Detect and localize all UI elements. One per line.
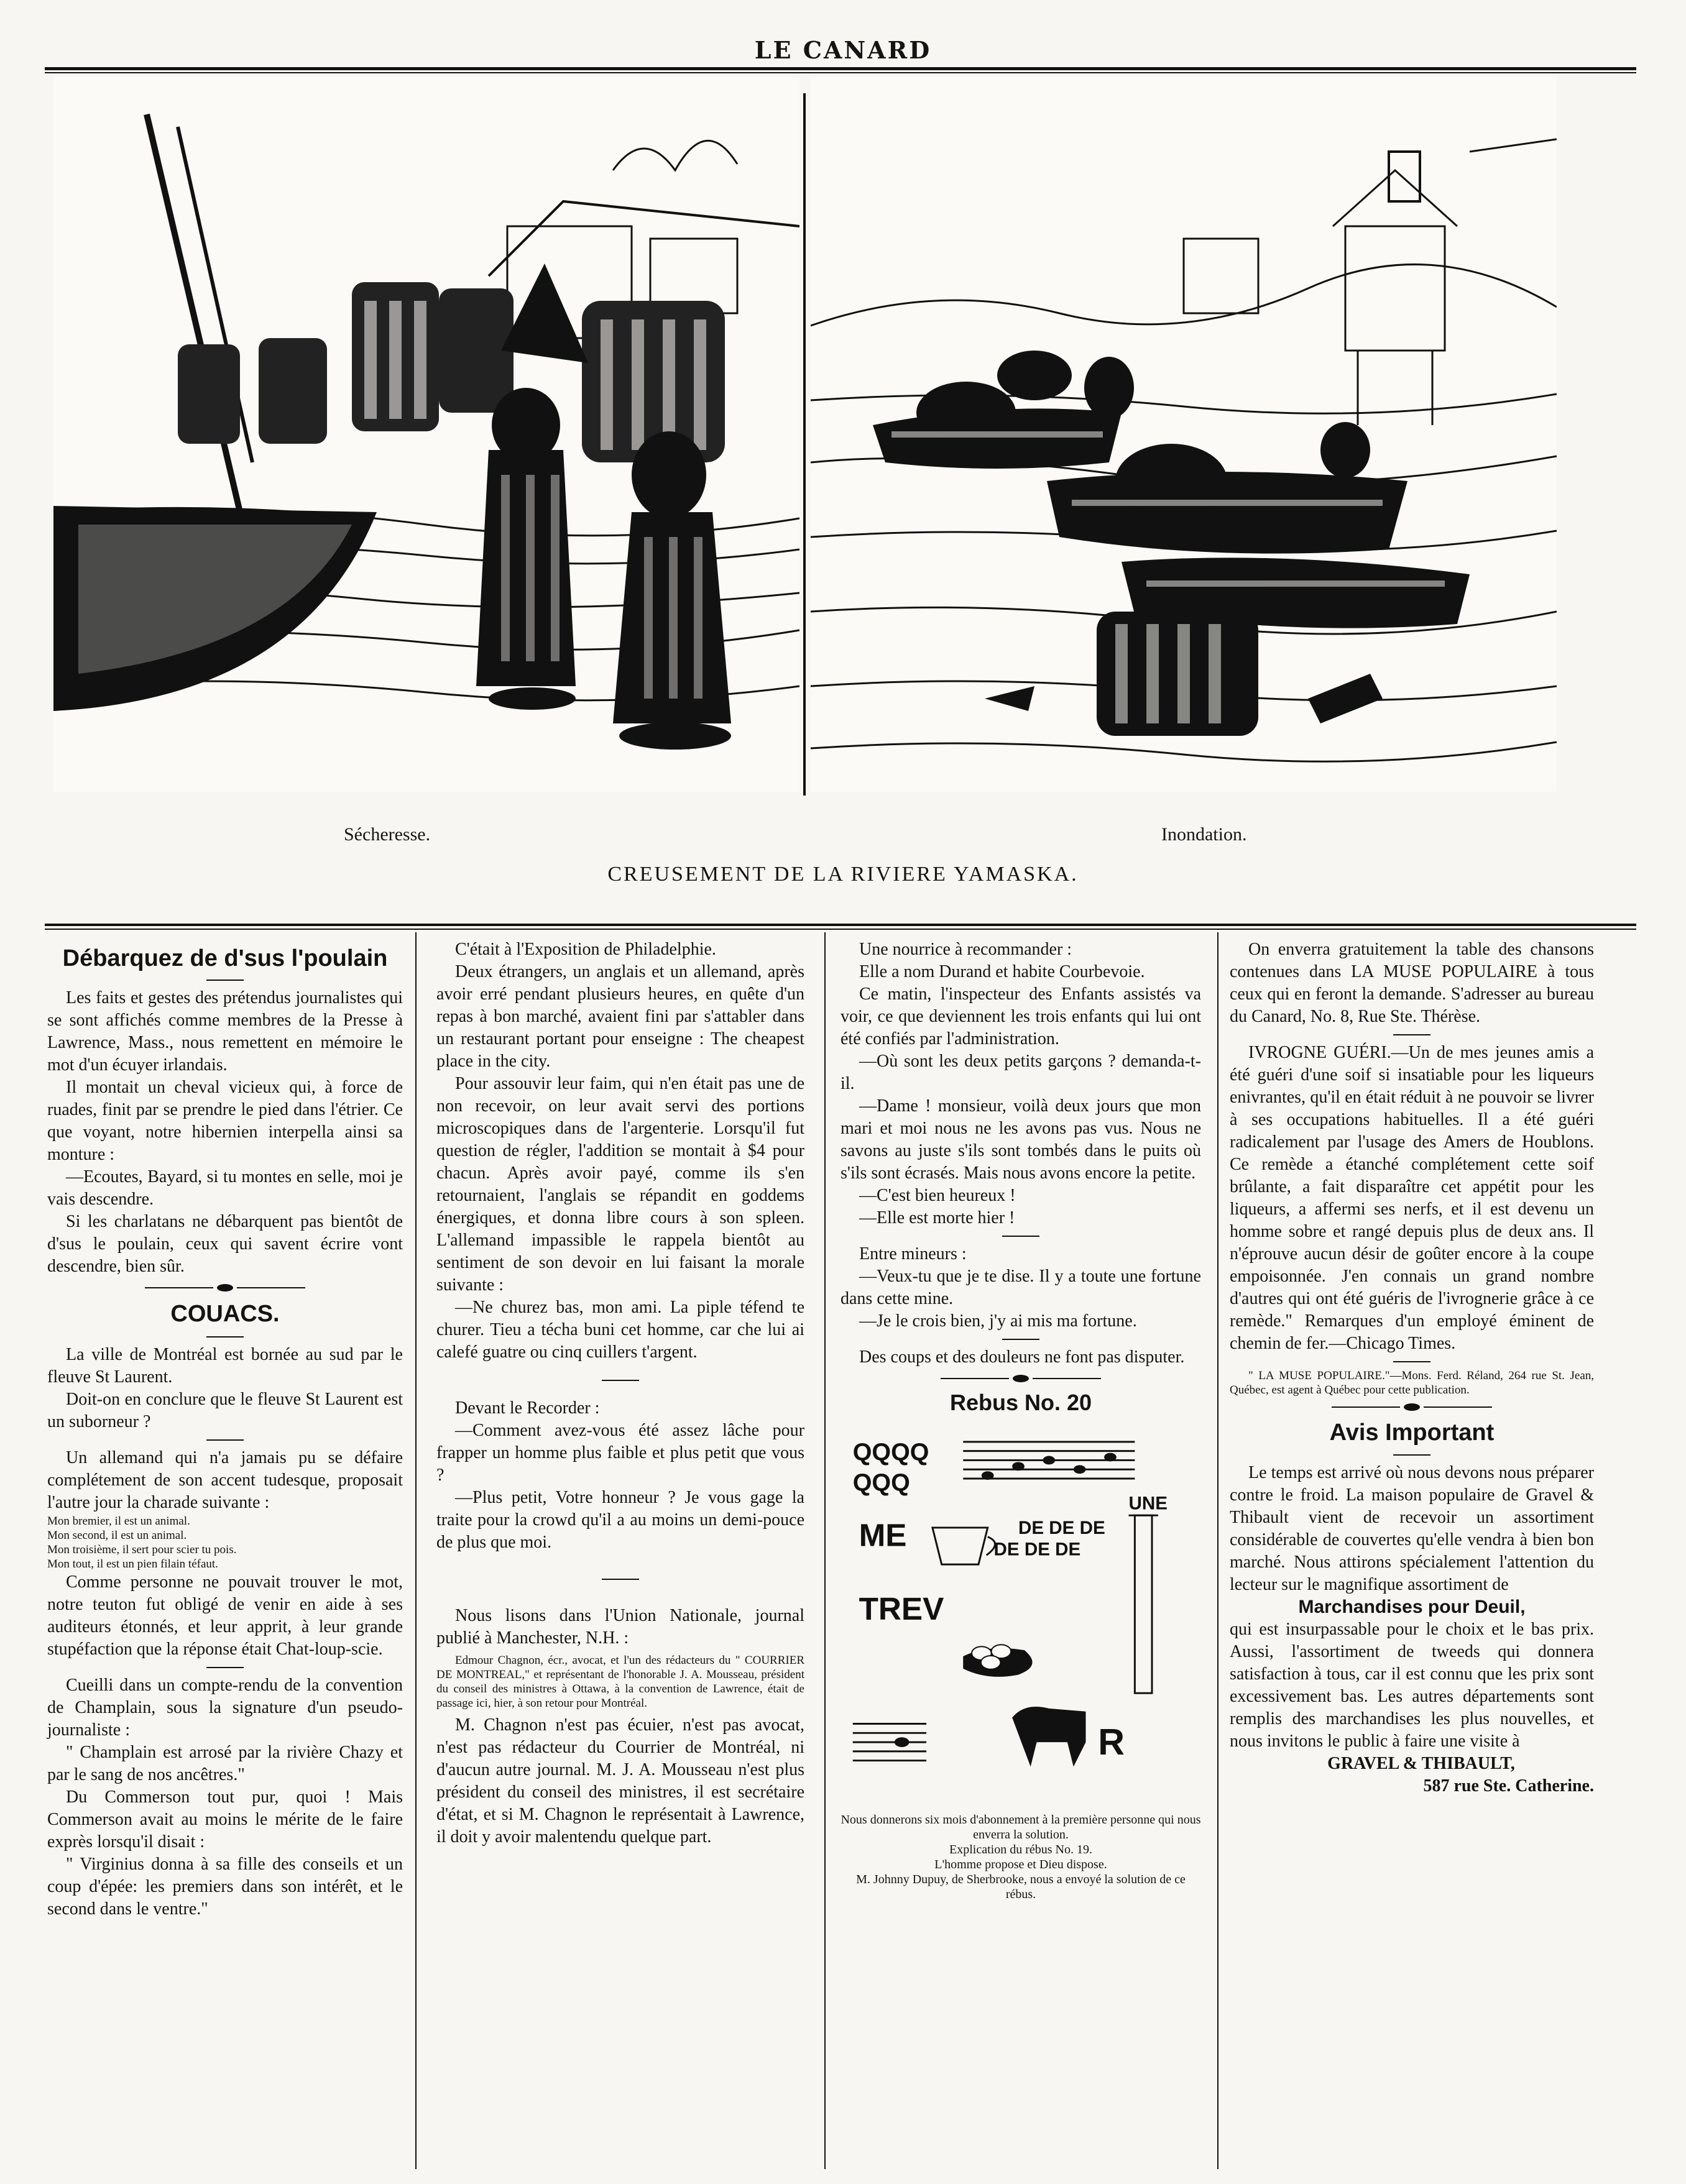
merchandise-heading: Marchandises pour Deuil, [1298, 1597, 1526, 1617]
short-rule [1393, 1361, 1430, 1362]
short-rule [602, 1579, 639, 1580]
caption-drought: Sécheresse. [344, 824, 431, 845]
paragraph: —Ecoutes, Bayard, si tu montes en selle, moi je vais descendre. [47, 1167, 403, 1209]
rebus-q-letters: QQQQ [852, 1438, 929, 1466]
rebus-trev: TREV [859, 1590, 944, 1627]
rebus-explanation: L'homme propose et Dieu dispose. [934, 1858, 1107, 1871]
paragraph: Ce matin, l'inspecteur des Enfants assistés va voir, ce que deviennent les trois enfants qui lui ont été confiés par l'administration. [841, 984, 1201, 1048]
rebus-une: UNE [1128, 1493, 1168, 1514]
column-icon [1129, 1515, 1158, 1693]
agent-notice: " LA MUSE POPULAIRE."—Mons. Ferd. Réland, 264 rue St. Jean, Québec, est agent à Québec pour cette publication. [1230, 1369, 1594, 1397]
paragraph: Cueilli dans un compte-rendu de la convention de Champlain, sous la signature d'un pseudo-journaliste : [47, 1676, 403, 1740]
signature-name: GRAVEL & THIBAULT, [1327, 1754, 1515, 1773]
paragraph: La ville de Montréal est bornée au sud par le fleuve St Laurent. [47, 1345, 403, 1387]
rebus-de-row-1: DE DE DE [1018, 1517, 1105, 1538]
paragraph: Si les charlatans ne débarquent pas bientôt de d'sus le poulain, ceux qui savent écrire vont descendre, bien sûr. [47, 1212, 403, 1276]
paragraph: —Comment avez-vous été assez lâche pour frapper un homme plus faible et plus petit que vous ? [436, 1421, 804, 1485]
paragraph: —Veux-tu que je te dise. Il y a toute une fortune dans cette mine. [841, 1267, 1201, 1308]
masthead: LE CANARD [754, 36, 932, 64]
paragraph: Une nourrice à recommander : [859, 940, 1072, 959]
short-rule [206, 1336, 244, 1337]
caption-flood: Inondation. [1161, 824, 1247, 845]
short-rule [206, 980, 244, 981]
paragraph: Comme personne ne pouvait trouver le mot, notre teuton fut obligé de venir en aide à ses auditeurs étonnés, et leur apprit, à leur grande stupéfaction que la réponse était Chat-loup-scie. [47, 1572, 403, 1659]
charade-line: Mon bremier, il est un animal. [47, 1515, 190, 1528]
paragraph: —Elle est morte hier ! [859, 1208, 1015, 1227]
rebus-explanation-title: Explication du rébus No. 19. [949, 1843, 1092, 1856]
paragraph: Devant le Recorder : [455, 1398, 600, 1418]
paragraph: qui est insurpassable pour le choix et le bas prix. Aussi, l'assortiment de tweeds qui donnera satisfaction à tous, car il est connu que les prix sont excessivement bas. Les autres départements sont remplis des marchandises les plus nouvelles, et nous invitons le public à faire une visite à [1230, 1620, 1594, 1751]
paragraph: Entre mineurs : [859, 1244, 967, 1264]
short-rule [602, 1380, 639, 1381]
paragraph: —Plus petit, Votre honneur ? Je vous gage la traite pour la crowd qu'il a au moins un demi-pouce de plus que moi. [436, 1488, 804, 1552]
rebus-solver: M. Johnny Dupuy, de Sherbrooke, nous a envoyé la solution de ce rébus. [856, 1873, 1186, 1901]
column-rule-1 [415, 932, 417, 2169]
illustration-flood [811, 77, 1557, 792]
illustration-divider [803, 93, 806, 796]
ornament [1230, 1403, 1594, 1411]
press-quote: Edmour Chagnon, écr., avocat, et l'un des rédacteurs du " COURRIER DE MONTREAL," et représentant de l'honorable J. A. Mousseau, président du conseil des ministres à Ottawa, à la convention de Lawrence, était de passage ici, hier, à son retour pour Montréal. [436, 1654, 804, 1710]
short-rule [1393, 1454, 1430, 1456]
column-3 [841, 938, 1201, 1902]
paragraph: Deux étrangers, un anglais et un allemand, après avoir erré pendant plusieurs heures, en quête d'un repas à bon marché, avaient fini par s'attabler dans un restaurant portant pour enseigne : The cheapest place in the city. [436, 962, 804, 1071]
paragraph: Elle a nom Durand et habite Courbevoie. [859, 962, 1145, 981]
top-rule [45, 67, 1636, 70]
headline-couacs: COUACS. [170, 1301, 280, 1327]
paragraph: Il montait un cheval vicieux qui, à force de ruades, finit par se prendre le pied dans l'étrier. Ce que voyant, notre hibernien interpella ainsi sa monture : [47, 1078, 403, 1164]
short-rule [1002, 1236, 1039, 1237]
paragraph: Du Commerson tout pur, quoi ! Mais Commerson avait au moins le mérite de le faire exprès lorsqu'il disait : [47, 1787, 403, 1851]
paragraph: M. Chagnon n'est pas écuier, n'est pas avocat, n'est pas rédacteur du Courrier de Montréal, ni d'aucun autre journal. M. J. A. Mousseau n'est plus président du conseil des ministres, il est secrétaire d'état, et si M. Chagnon le représentait à Lawrence, il doit y avoir malentendu quelque part. [436, 1715, 804, 1847]
charade-line: Mon tout, il est un pien filain téfaut. [47, 1558, 218, 1571]
quote: " Virginius donna à sa fille des conseils et un coup d'épée: les premiers dans son intérêt, et le second dans le ventre." [47, 1855, 403, 1919]
headline-avis: Avis Important [1329, 1420, 1495, 1446]
rebus-puzzle [841, 1421, 1196, 1806]
quote: " Champlain est arrosé par la rivière Chazy et par le sang de nos ancêtres." [47, 1743, 403, 1784]
column-rule-2 [824, 932, 826, 2169]
column-4 [1230, 938, 1594, 1797]
paragraph: C'était à l'Exposition de Philadelphie. [455, 940, 716, 959]
paragraph: Pour assouvir leur faim, qui n'en était pas une de non recevoir, on leur avait servi des portions microscopiques dans de l'argenterie. Lorsqu'il fut question de régler, l'addition se montait à $4 pour chacun. Après avoir payé, comme ils s'en retournaient, l'anglais se répandit en goddems énergiques, et donna libre cours à son spleen. L'allemand impassible le rappela bientôt au sentiment de son devoir en lui faisant la morale suivante : [436, 1074, 804, 1295]
paragraph: Doit-on en conclure que le fleuve St Laurent est un suborneur ? [47, 1390, 403, 1431]
rebus-r: R [1098, 1720, 1125, 1763]
paragraph: —Dame ! monsieur, voilà deux jours que mon mari et moi nous ne les avons pas vus. Nous ne savons au juste s'ils sont tombés dans le puits où s'ils sont écrasés. Mais nous avons encore la petite. [841, 1096, 1201, 1183]
paragraph: —Ne churez bas, mon ami. La piple téfend te churer. Tieu a técha buni cet homme, car che lui ai calefé guatre ou cinq cuillers t'argent. [436, 1298, 804, 1362]
dog-icon [1012, 1707, 1085, 1767]
section-rule-thin [45, 929, 1636, 930]
paragraph: —C'est bien heureux ! [859, 1186, 1016, 1205]
column-rule-3 [1217, 932, 1218, 2169]
paragraph: Des coups et des douleurs ne font pas disputer. [859, 1347, 1185, 1367]
column-2 [436, 938, 804, 1848]
paragraph: On enverra gratuitement la table des chansons contenues dans LA MUSE POPULAIRE à tous ceux qui en feront la demande. S'adresser au bureau du Canard, No. 8, Rue Ste. Thérèse. [1230, 940, 1594, 1026]
rebus-me: ME [859, 1517, 907, 1553]
short-rule [206, 1439, 244, 1441]
paragraph: —Je le crois bien, j'y ai mis ma fortune. [859, 1311, 1137, 1331]
signature-address: 587 rue Ste. Catherine. [1423, 1776, 1594, 1796]
rebus-prize-note: Nous donnerons six mois d'abonnement à la première personne qui nous enverra la solution. [841, 1813, 1201, 1842]
paragraph: Les faits et gestes des prétendus journalistes qui se sont affichés comme membres de la Presse à Lawrence, Mass., nous remettent en mémoire le mot d'un écuyer irlandais. [47, 988, 403, 1075]
top-rule-thin [45, 72, 1636, 73]
headline-debarquez: Débarquez de d'sus l'poulain [62, 945, 388, 971]
paragraph: Le temps est arrivé où nous devons nous préparer contre le froid. La maison populaire de Gravel & Thibault vient de recevoir un assortiment considérable de couvertes qu'elle vendra à bien bon marché. Nous attirons spécialement l'attention du lecteur sur le magnifique assortiment de [1230, 1463, 1594, 1594]
teacup-icon [933, 1528, 995, 1564]
paragraph: IVROGNE GUÉRI.—Un de mes jeunes amis a été guéri d'une soif si insatiable pour les liqueurs enivrantes, qu'il en était réduit à ne pouvoir se livrer à ses occupations habituelles. Il a été guéri radicalement par l'usage des Amers de Houblons. Ce remède a étanché complétement cette soif brûlante, a fait disparaître cet appétit pour les liqueurs, a affermi ses nerfs, et il est devenu un homme sobre et rangé depuis plus de deux ans. Il n'éprouve aucun désir de goûter encore à la coupe empoisonnée. J'en connais un grand nombre d'autres qui ont été guéris de l'ivrognerie grâce à ce remède." Remarques d'un employé éminent de chemin de fer.—Chicago Times. [1230, 1043, 1594, 1353]
paragraph: Nous lisons dans l'Union Nationale, journal publié à Manchester, N.H. : [436, 1606, 804, 1648]
ornament [47, 1284, 403, 1292]
charade-line: Mon troisième, il sert pour scier tu pois. [47, 1543, 237, 1556]
rebus-title: Rebus No. 20 [949, 1390, 1092, 1415]
section-rule [45, 924, 1636, 926]
paragraph: Un allemand qui n'a jamais pu se défaire complétement de son accent tudesque, proposait l'autre jour la charade suivante : [47, 1448, 403, 1512]
short-rule [1393, 1034, 1430, 1035]
charade-line: Mon second, il est un animal. [47, 1529, 187, 1542]
rebus-de-row-2: DE DE DE [993, 1539, 1081, 1560]
column-1 [47, 938, 403, 1920]
music-staff-icon-2 [853, 1724, 926, 1761]
paragraph: —Où sont les deux petits garçons ? demanda-t-il. [841, 1052, 1201, 1093]
rebus-q-letters-2: QQQ [852, 1469, 910, 1497]
illustration-title: CREUSEMENT DE LA RIVIERE YAMASKA. [607, 863, 1079, 886]
short-rule [1002, 1339, 1039, 1340]
illustration-drought [53, 77, 799, 792]
ornament [841, 1375, 1201, 1382]
short-rule [206, 1667, 244, 1668]
